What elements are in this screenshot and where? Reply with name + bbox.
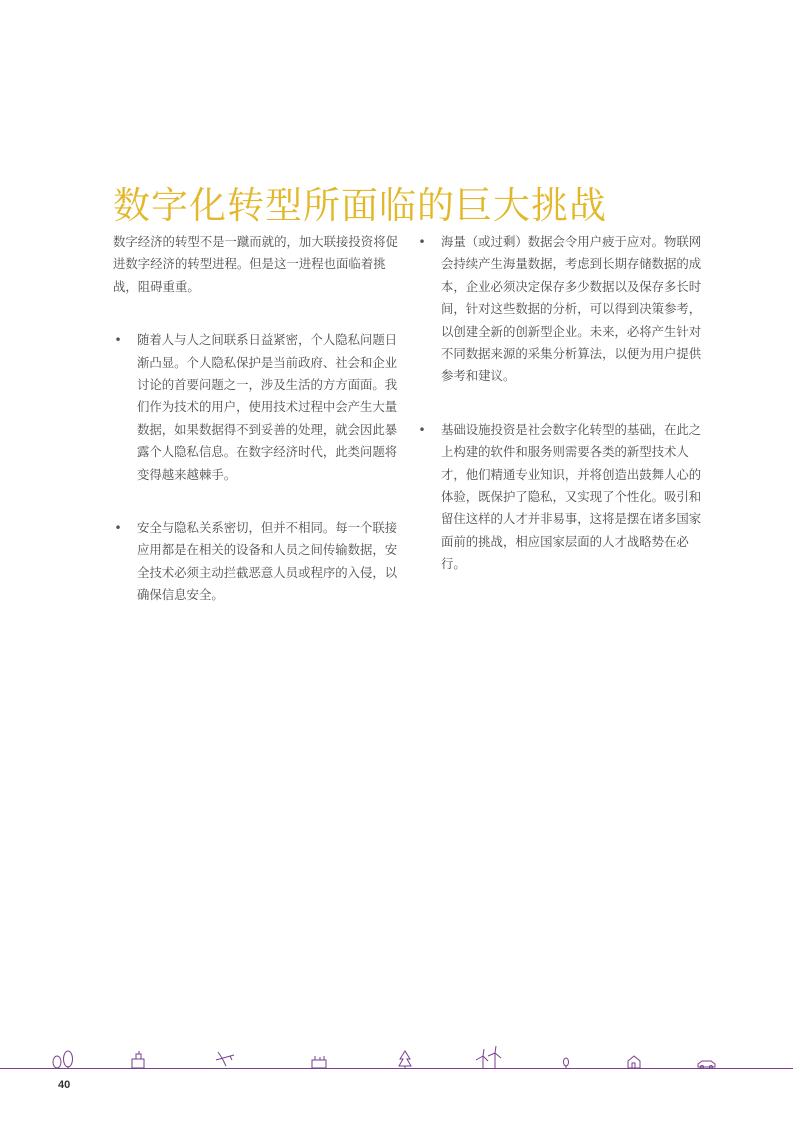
bullet-text: 海量（或过剩）数据会令用户疲于应对。物联网会持续产生海量数据，考虑到长期存储数据的成本，企业必须决定保存多少数据以及保存多长时间，针对这些数据的分析，可以得到决策参考，以创建全新的创新型企业。未来，必将产生针对不同数据来源的采集分析算法，以便为用户提供参考和建议。 [441,234,702,384]
footer-line [0,1068,793,1069]
factory-icon [312,1056,326,1068]
left-column [113,231,398,638]
bullet-item [417,231,702,388]
bullet-item [417,419,702,576]
right-column [417,231,702,607]
intro-paragraph: 数字经济的转型不是一蹴而就的，加大联接投资将促进数字经济的转型进程。但是这一进程也面临着挑战，阻碍重重。 [113,234,398,294]
bullet-text: 随着人与人之间联系日益紧密，个人隐私问题日渐凸显。个人隐私保护是当前政府、社会和企业讨论的首要问题之一，涉及生活的方方面面。我们作为技术的用户，使用技术过程中会产生大量数据，如果数据得不到妥善的处理，就会因此暴露个人隐私信息。在数字经济时代，此类问题将变得越来越棘手。 [137,332,398,482]
bullet-dot: • [114,520,122,536]
page-number: 40 [58,1079,71,1091]
bullet-dot: • [418,421,426,437]
bullet-dot: • [418,234,426,249]
tree-icon [53,1051,73,1068]
pine-tree-icon [399,1051,411,1069]
bullet-dot: • [114,332,122,348]
bullet-item [113,517,398,607]
house-icon [628,1056,640,1068]
bullet-text: 基础设施投资是社会数字化转型的基础，在此之上构建的软件和服务则需要各类的新型技术人才，他们精通专业知识，并将创造出鼓舞人心的体验，既保护了隐私，又实现了个性化。吸引和留住这样的人才并非易事，这将是摆在诸多国家面前的挑战，相应国家层面的人才战略势在必行。 [441,421,702,572]
building-icon [132,1051,144,1068]
wind-turbine-icon [476,1046,501,1069]
bullet-item [113,329,398,486]
page-title: 数字化转型所面临的巨大挑战 [113,183,607,227]
bullet-text: 安全与隐私关系密切，但并不相同。每一个联接应用都是在相关的设备和人员之间传输数据，安全技术必须主动拦截恶意人员或程序的入侵，以确保信息安全。 [137,520,398,603]
footer-illustration [0,1046,793,1070]
airplane-icon [216,1052,234,1066]
